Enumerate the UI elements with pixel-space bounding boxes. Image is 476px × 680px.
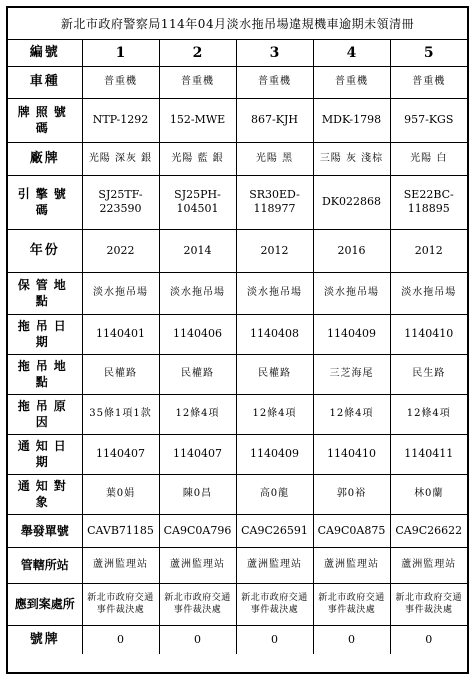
table-cell: 淡水拖吊場 bbox=[82, 272, 159, 314]
row-label-cell: 舉發單號 bbox=[8, 514, 82, 547]
table-row bbox=[8, 66, 467, 98]
table-cell: CA9C26622 bbox=[390, 514, 467, 547]
table-cell: 0 bbox=[159, 625, 236, 654]
row-label-cell: 拖吊原因 bbox=[8, 394, 82, 434]
table-cell: 1140410 bbox=[390, 314, 467, 354]
table-cell: 淡水拖吊場 bbox=[236, 272, 313, 314]
table-cell: 蘆洲監理站 bbox=[236, 547, 313, 583]
table-cell: 新北市政府交通事件裁決處 bbox=[313, 583, 390, 625]
table-cell: 1140407 bbox=[82, 434, 159, 474]
table-cell: 光陽 藍 銀 bbox=[159, 142, 236, 175]
table-cell: 0 bbox=[82, 625, 159, 654]
table-cell: 光陽 白 bbox=[390, 142, 467, 175]
row-label-cell: 拖吊地點 bbox=[8, 354, 82, 394]
table-cell: SR30ED-118977 bbox=[236, 175, 313, 229]
table-cell: 普重機 bbox=[390, 66, 467, 98]
row-label-cell: 通知對象 bbox=[8, 474, 82, 514]
table-cell: 2022 bbox=[82, 229, 159, 272]
row-label-cell: 車種 bbox=[8, 66, 82, 98]
table-cell: 35條1項1款 bbox=[82, 394, 159, 434]
table-cell: 2016 bbox=[313, 229, 390, 272]
table-cell: 2012 bbox=[236, 229, 313, 272]
row-label-cell: 引擎號碼 bbox=[8, 175, 82, 229]
table-cell: SJ25TF-223590 bbox=[82, 175, 159, 229]
table-cell: DK022868 bbox=[313, 175, 390, 229]
table-cell: 0 bbox=[236, 625, 313, 654]
table-cell: 蘆洲監理站 bbox=[313, 547, 390, 583]
table-cell: 12條4項 bbox=[313, 394, 390, 434]
row-label-cell: 通知日期 bbox=[8, 434, 82, 474]
column-number-cell: 4 bbox=[313, 40, 390, 66]
table-row bbox=[8, 314, 467, 354]
table-cell: 2012 bbox=[390, 229, 467, 272]
row-label-cell: 年份 bbox=[8, 229, 82, 272]
table-cell: 1140406 bbox=[159, 314, 236, 354]
table-row bbox=[8, 229, 467, 272]
table-cell: 12條4項 bbox=[159, 394, 236, 434]
column-number-cell: 1 bbox=[82, 40, 159, 66]
table-cell: 陳0昌 bbox=[159, 474, 236, 514]
table-row bbox=[8, 547, 467, 583]
table-cell: 民權路 bbox=[82, 354, 159, 394]
table-cell: 三芝海尾 bbox=[313, 354, 390, 394]
table-cell: 淡水拖吊場 bbox=[390, 272, 467, 314]
table-cell: 光陽 黑 bbox=[236, 142, 313, 175]
table-cell: 光陽 深灰 銀 bbox=[82, 142, 159, 175]
table-cell: 蘆洲監理站 bbox=[390, 547, 467, 583]
table-cell: 普重機 bbox=[82, 66, 159, 98]
table-row bbox=[8, 175, 467, 229]
column-number-cell: 3 bbox=[236, 40, 313, 66]
table-cell: 0 bbox=[390, 625, 467, 654]
row-label-cell: 管轄所站 bbox=[8, 547, 82, 583]
table-cell: 淡水拖吊場 bbox=[313, 272, 390, 314]
table-cell: 0 bbox=[313, 625, 390, 654]
table-cell: CAVB71185 bbox=[82, 514, 159, 547]
vehicle-list-table bbox=[8, 40, 467, 654]
table-row bbox=[8, 98, 467, 142]
table-cell: 普重機 bbox=[313, 66, 390, 98]
table-cell: 普重機 bbox=[159, 66, 236, 98]
table-cell: 民生路 bbox=[390, 354, 467, 394]
row-label-cell: 應到案處所 bbox=[8, 583, 82, 625]
table-row bbox=[8, 514, 467, 547]
table-cell: 1140409 bbox=[313, 314, 390, 354]
table-cell: 新北市政府交通事件裁決處 bbox=[159, 583, 236, 625]
row-label-cell: 廠牌 bbox=[8, 142, 82, 175]
table-cell: 1140410 bbox=[313, 434, 390, 474]
table-row bbox=[8, 434, 467, 474]
table-cell: 高0龍 bbox=[236, 474, 313, 514]
document-title: 新北市政府警察局114年04月淡水拖吊場違規機車逾期未領清冊 bbox=[8, 8, 467, 40]
table-cell: 蘆洲監理站 bbox=[159, 547, 236, 583]
table-cell: 普重機 bbox=[236, 66, 313, 98]
table-cell: 新北市政府交通事件裁決處 bbox=[236, 583, 313, 625]
table-cell: CA9C26591 bbox=[236, 514, 313, 547]
table-cell: 淡水拖吊場 bbox=[159, 272, 236, 314]
table-cell: 1140409 bbox=[236, 434, 313, 474]
table-cell: 新北市政府交通事件裁決處 bbox=[390, 583, 467, 625]
table-cell: SJ25PH-104501 bbox=[159, 175, 236, 229]
table-row bbox=[8, 354, 467, 394]
table-row bbox=[8, 142, 467, 175]
table-cell: CA9C0A875 bbox=[313, 514, 390, 547]
row-label-cell: 牌照號碼 bbox=[8, 98, 82, 142]
table-cell: 867-KJH bbox=[236, 98, 313, 142]
document-page bbox=[6, 6, 469, 674]
table-cell: 1140411 bbox=[390, 434, 467, 474]
table-cell: 葉0娟 bbox=[82, 474, 159, 514]
table-cell: 1140408 bbox=[236, 314, 313, 354]
table-cell: 三陽 灰 淺棕 bbox=[313, 142, 390, 175]
table-row bbox=[8, 394, 467, 434]
row-label-cell: 保管地點 bbox=[8, 272, 82, 314]
table-cell: 12條4項 bbox=[390, 394, 467, 434]
header-row bbox=[8, 40, 467, 66]
table-cell: 957-KGS bbox=[390, 98, 467, 142]
table-cell: CA9C0A796 bbox=[159, 514, 236, 547]
table-cell: 1140407 bbox=[159, 434, 236, 474]
table-row bbox=[8, 625, 467, 654]
table-cell: 152-MWE bbox=[159, 98, 236, 142]
table-row bbox=[8, 474, 467, 514]
column-number-cell: 2 bbox=[159, 40, 236, 66]
header-label-cell: 編號 bbox=[8, 40, 82, 66]
table-cell: 蘆洲監理站 bbox=[82, 547, 159, 583]
row-label-cell: 號牌 bbox=[8, 625, 82, 654]
table-cell: 林0蘭 bbox=[390, 474, 467, 514]
table-row bbox=[8, 583, 467, 625]
table-row bbox=[8, 272, 467, 314]
table-cell: 民權路 bbox=[236, 354, 313, 394]
table-cell: 1140401 bbox=[82, 314, 159, 354]
table-cell: NTP-1292 bbox=[82, 98, 159, 142]
table-cell: 12條4項 bbox=[236, 394, 313, 434]
table-cell: 新北市政府交通事件裁決處 bbox=[82, 583, 159, 625]
table-cell: MDK-1798 bbox=[313, 98, 390, 142]
table-cell: 民權路 bbox=[159, 354, 236, 394]
row-label-cell: 拖吊日期 bbox=[8, 314, 82, 354]
column-number-cell: 5 bbox=[390, 40, 467, 66]
table-cell: 2014 bbox=[159, 229, 236, 272]
table-cell: SE22BC-118895 bbox=[390, 175, 467, 229]
table-cell: 郭0裕 bbox=[313, 474, 390, 514]
